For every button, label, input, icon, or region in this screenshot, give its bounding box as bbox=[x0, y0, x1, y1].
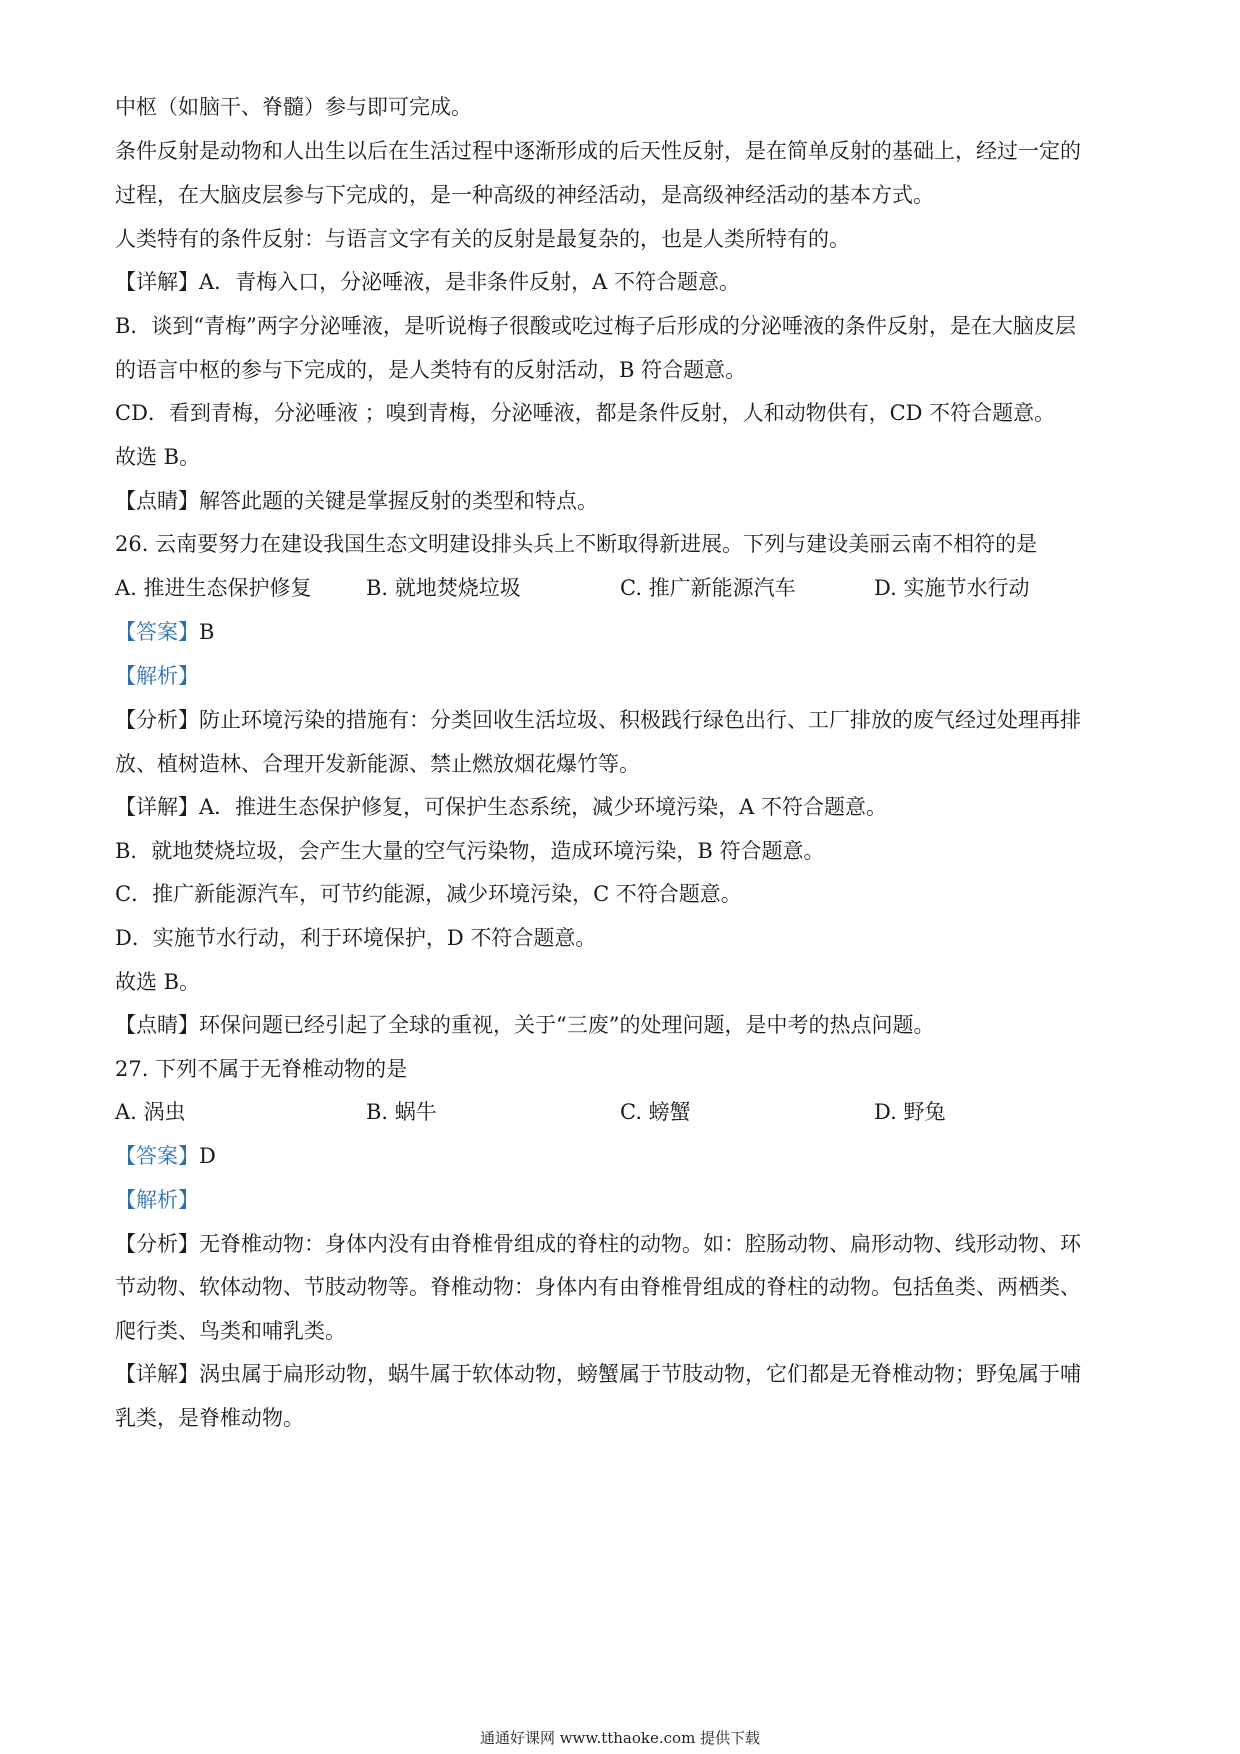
question-26: 26. 云南要努力在建设我国生态文明建设排头兵上不断取得新进展。下列与建设美丽云南不相符的是 bbox=[115, 532, 1038, 556]
text-line: 中枢（如脑干、脊髓）参与即可完成。 bbox=[115, 95, 472, 119]
text-line: CD．看到青梅，分泌唾液 ；嗅到青梅，分泌唾液，都是条件反射，人和动物供有，CD 不符合题意。 bbox=[115, 401, 1056, 425]
q26-option-c: C. 推广新能源汽车 bbox=[620, 576, 796, 600]
text-line: 【分析】防止环境污染的措施有：分类回收生活垃圾、积极践行绿色出行、工厂排放的废气经过处理再排 bbox=[115, 708, 1081, 732]
answer-tag: 【答案】 bbox=[115, 1144, 199, 1168]
q26-analysis-tag: 【解析】 bbox=[115, 664, 199, 688]
text-line: 人类特有的条件反射：与语言文字有关的反射是最复杂的，也是人类所特有的。 bbox=[115, 227, 850, 251]
answer-value: D bbox=[199, 1144, 216, 1168]
text-line: C．推广新能源汽车，可节约能源，减少环境污染，C 不符合题意。 bbox=[115, 882, 742, 906]
text-line: D．实施节水行动，利于环境保护，D 不符合题意。 bbox=[115, 926, 597, 950]
q27-analysis-tag: 【解析】 bbox=[115, 1188, 199, 1212]
text-line: 【详解】A．青梅入口，分泌唾液，是非条件反射，A 不符合题意。 bbox=[115, 270, 741, 294]
text-line: 爬行类、鸟类和哺乳类。 bbox=[115, 1319, 346, 1343]
q27-option-c: C. 螃蟹 bbox=[620, 1100, 691, 1124]
text-line: 的语言中枢的参与下完成的，是人类特有的反射活动，B 符合题意。 bbox=[115, 358, 747, 382]
text-line: 乳类，是脊椎动物。 bbox=[115, 1406, 304, 1430]
text-line: 故选 B。 bbox=[115, 445, 201, 469]
q27-option-d: D. 野兔 bbox=[874, 1100, 946, 1124]
q27-option-b: B. 蜗牛 bbox=[366, 1100, 437, 1124]
text-line: 故选 B。 bbox=[115, 970, 201, 994]
text-line: 节动物、软体动物、节肢动物等。脊椎动物：身体内有由脊椎骨组成的脊柱的动物。包括鱼类、两栖类、 bbox=[115, 1275, 1081, 1299]
answer-tag: 【答案】 bbox=[115, 620, 199, 644]
q27-option-a: A. 涡虫 bbox=[115, 1100, 186, 1124]
q26-option-d: D. 实施节水行动 bbox=[874, 576, 1030, 600]
q26-answer bbox=[115, 617, 1130, 647]
text-line: 【分析】无脊椎动物：身体内没有由脊椎骨组成的脊柱的动物。如：腔肠动物、扁形动物、线形动物、环 bbox=[115, 1232, 1081, 1256]
text-line: 【点睛】解答此题的关键是掌握反射的类型和特点。 bbox=[115, 489, 598, 513]
text-line: 放、植树造林、合理开发新能源、禁止燃放烟花爆竹等。 bbox=[115, 752, 640, 776]
q26-option-a: A. 推进生态保护修复 bbox=[115, 576, 312, 600]
q26-option-b: B. 就地焚烧垃圾 bbox=[366, 576, 521, 600]
question-27: 27. 下列不属于无脊椎动物的是 bbox=[115, 1057, 408, 1081]
text-line: 过程，在大脑皮层参与下完成的，是一种高级的神经活动，是高级神经活动的基本方式。 bbox=[115, 183, 934, 207]
answer-value: B bbox=[199, 620, 215, 644]
text-line: B．谈到“青梅”两字分泌唾液，是听说梅子很酸或吃过梅子后形成的分泌唾液的条件反射，是在大脑皮层 bbox=[115, 314, 1076, 338]
text-line: 【详解】涡虫属于扁形动物，蜗牛属于软体动物，螃蟹属于节肢动物，它们都是无脊椎动物；野兔属于哺 bbox=[115, 1362, 1081, 1386]
q27-answer bbox=[115, 1141, 1130, 1171]
text-line: 条件反射是动物和人出生以后在生活过程中逐渐形成的后天性反射，是在简单反射的基础上，经过一定的 bbox=[115, 139, 1081, 163]
text-line: 【点睛】环保问题已经引起了全球的重视，关于“三废”的处理问题，是中考的热点问题。 bbox=[115, 1013, 935, 1037]
text-line: B．就地焚烧垃圾，会产生大量的空气污染物，造成环境污染，B 符合题意。 bbox=[115, 839, 825, 863]
page-footer: 通通好课网 www.tthaoke.com 提供下载 bbox=[479, 1729, 761, 1747]
text-line: 【详解】A．推进生态保护修复，可保护生态系统，减少环境污染，A 不符合题意。 bbox=[115, 795, 888, 819]
